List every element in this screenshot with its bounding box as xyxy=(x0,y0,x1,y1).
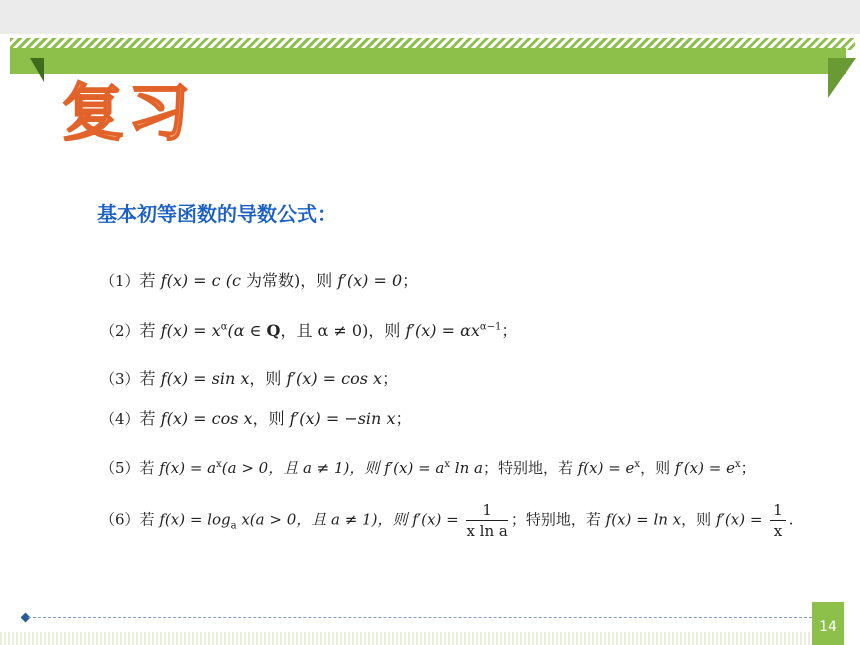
formula-expr: (a > 0，且 a ≠ 1)，则 xyxy=(221,459,385,477)
formula-text: 若 xyxy=(139,409,156,428)
slide-subtitle: 基本初等函数的导数公式： xyxy=(97,202,337,226)
formula-text: ，且 α ≠ 0)，则 xyxy=(280,321,406,340)
slide-title: 复习 xyxy=(62,76,195,149)
formula-sup: α xyxy=(220,321,228,333)
formula-sup: x xyxy=(444,459,450,470)
formula-text: 若 xyxy=(139,321,156,340)
formula-text: 为常数)，则 xyxy=(240,271,338,290)
top-band xyxy=(0,0,860,34)
formula-expr: f′(x) = xyxy=(715,510,768,529)
fraction-numerator: 1 xyxy=(770,500,786,521)
formula-index: （6） xyxy=(100,510,140,529)
formula-expr: f(x) = a xyxy=(159,459,217,477)
formula-text: ；特别地，若 xyxy=(510,510,606,529)
formula-index: （5） xyxy=(100,459,140,477)
formula-5 xyxy=(100,457,756,478)
formula-expr: c xyxy=(231,271,241,290)
formula-text: ；特别地，若 xyxy=(482,459,578,477)
formula-text: 若 xyxy=(139,459,155,477)
formula-expr: f(x) = ln x xyxy=(605,510,682,529)
formula-text: 若 xyxy=(139,271,156,290)
formula-text: ，则 xyxy=(249,369,287,388)
footer-divider xyxy=(28,617,812,618)
formula-text: ，则 xyxy=(252,409,290,428)
formula-text: . xyxy=(788,510,794,529)
fraction-denominator: x ln a xyxy=(466,522,508,540)
formula-expr: f′(x) = −sin x xyxy=(289,409,396,428)
formula-expr: f(x) = log xyxy=(159,510,231,529)
ribbon-fold-right xyxy=(828,58,856,98)
ribbon-fold-left xyxy=(30,58,44,82)
formula-expr: f(x) = e xyxy=(577,459,635,477)
formula-expr: f(x) = x xyxy=(160,321,221,340)
fraction-numerator: 1 xyxy=(466,500,507,521)
formula-expr: f′(x) = xyxy=(412,510,464,529)
fraction xyxy=(770,500,786,541)
formula-text: ； xyxy=(382,369,399,388)
formula-6 xyxy=(100,500,794,541)
formula-sup: x xyxy=(634,459,641,470)
formula-text: 若 xyxy=(139,369,156,388)
formula-expr: f′(x) = e xyxy=(674,459,735,477)
formula-index: （2） xyxy=(100,322,140,340)
formula-index: （3） xyxy=(100,370,140,388)
formula-expr: f(x) = cos x xyxy=(160,409,253,428)
formula-index: （1） xyxy=(100,272,140,290)
formula-expr: (α ∈ xyxy=(227,321,267,340)
formula-sup: x xyxy=(734,459,741,470)
formula-expr: f′(x) = cos x xyxy=(286,369,383,388)
formula-expr: f(x) = sin x xyxy=(160,369,250,388)
formula-index: （4） xyxy=(100,410,140,428)
formula-set-q: Q xyxy=(266,321,281,340)
formula-expr: f′(x) = a xyxy=(384,459,445,477)
formula-expr: ln a xyxy=(450,459,483,477)
formula-text: ； xyxy=(740,459,756,477)
formula-3 xyxy=(100,366,398,389)
formula-text: ； xyxy=(395,409,412,428)
formula-expr: x(a > 0，且 a ≠ 1)，则 xyxy=(236,510,413,529)
formula-4 xyxy=(100,406,411,429)
formula-sub: a xyxy=(230,520,237,532)
page-number: 14 xyxy=(812,602,844,645)
formula-sup: x xyxy=(216,459,222,470)
formula-text: ； xyxy=(402,271,419,290)
formula-sup: α−1 xyxy=(479,321,502,333)
formula-text: ，则 xyxy=(640,459,675,477)
formula-text: ； xyxy=(501,321,518,340)
fraction xyxy=(466,500,507,541)
formula-expr: f′(x) = αx xyxy=(405,321,480,340)
formula-2 xyxy=(100,318,517,341)
header-bar xyxy=(10,48,846,74)
fraction-denominator: x xyxy=(773,522,783,540)
formula-1 xyxy=(100,268,418,291)
formula-text: 若 xyxy=(139,510,155,529)
formula-expr: f′(x) = 0 xyxy=(337,271,403,290)
formula-expr: f(x) = c ( xyxy=(160,271,232,290)
formula-text: ，则 xyxy=(681,510,716,529)
bottom-band xyxy=(0,632,812,645)
